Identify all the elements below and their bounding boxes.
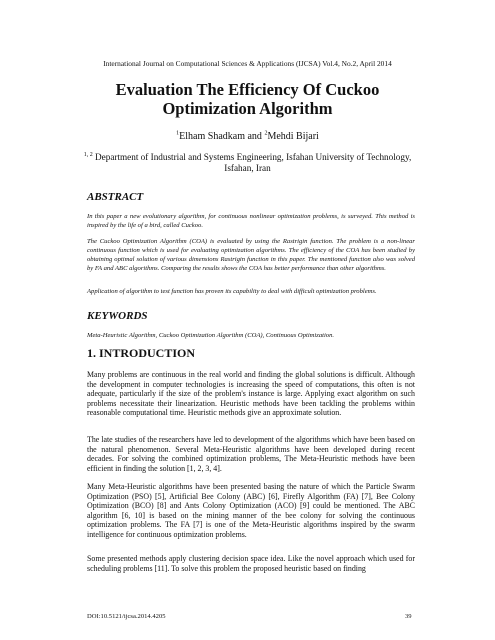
affiliation-text: Department of Industrial and Systems Engineering, Isfahan University of Technology, Isfahan, Iran: [92, 152, 412, 173]
title-line-2: Optimization Algorithm: [162, 99, 333, 118]
introduction-heading: 1. INTRODUCTION: [87, 346, 196, 360]
intro-paragraph-2: The late studies of the researchers have led to development of the algorithms which have been based on the natural phenomenon. Several Meta-Heuristic algorithms have been developed during recent decades. For solving the combined optimization problems, The Meta-Heuristic methods have been efficient in finding the solution [1, 2, 3, 4].: [87, 435, 415, 473]
page-number: 39: [405, 613, 412, 620]
title-line-1: Evaluation The Efficiency Of Cuckoo: [115, 80, 380, 99]
authors: [0, 131, 495, 142]
intro-paragraph-3: Many Meta-Heuristic algorithms have been presented basing the nature of which the Particle Swarm Optimization (PSO) [5], Artificial Bee Colony (ABC) [6], Firefly Algorithm (FA) [7], Bee Colony Optimization (BCO) [8] and Ants Colony Optimization (ACO) [9] could be mentioned. The ABC algorithm [6, 10] is based on the mining manner of the bee colony for solving the continuous optimization problems. The FA [7] is one of the Meta-Heuristic algorithms inspired by the swarm intelligence for continuous optimization problems.: [87, 482, 415, 539]
author1-sup: 1: [176, 130, 180, 137]
author2-sup: 2: [264, 130, 268, 137]
abstract-paragraph-1: In this paper a new evolutionary algorithm, for continuous nonlinear optimization problems, is surveyed. This method is inspired by the life of a bird, called Cuckoo.: [87, 213, 415, 230]
affiliation-sup: 1, 2: [83, 151, 93, 158]
abstract-paragraph-3: Application of algorithm to test function has proven its capability to deal with difficult optimization problems.: [87, 288, 377, 295]
keywords-text: Meta-Heuristic Algorithm, Cuckoo Optimization Algorithm (COA), Continuous Optimization.: [87, 332, 335, 339]
intro-paragraph-4: Some presented methods apply clustering decision space idea. Like the novel approach which used for scheduling problems [11]. To solve this problem the proposed heuristic based on finding: [87, 554, 415, 573]
author-2: Mehdi Bijari: [267, 131, 319, 142]
doi-footer: DOI:10.5121/ijcsa.2014.4205: [87, 613, 166, 620]
keywords-heading: KEYWORDS: [87, 310, 148, 322]
author-1: Elham Shadkam and: [179, 131, 265, 142]
journal-header: International Journal on Computational Sciences & Applications (IJCSA) Vol.4, No.2, April 2014: [103, 59, 392, 68]
paper-title: [60, 80, 435, 118]
abstract-heading: ABSTRACT: [87, 191, 144, 203]
intro-paragraph-1: Many problems are continuous in the real world and finding the global solutions is difficult. Although the development in computer technologies is increasing the speed of computations, this often is not adequate, particularly if the size of the problem's instance is large. Applying exact algorithm on such problems necessitate their linearization. Heuristic methods have been tackling the problems within reasonable computational time. Heuristic methods give an approximate solution.: [87, 370, 415, 418]
abstract-paragraph-2: The Cuckoo Optimization Algorithm (COA) is evaluated by using the Rastrigin function. The problem is a non-linear continuous function which is used for evaluating optimization algorithms. The efficiency of the COA has been studied by obtaining optimal solution of various dimensions Rastrigin function in this paper. The mentioned function also was solved by FA and ABC algorithms. Comparing the results shows the COA has better performance than other algorithms.: [87, 238, 415, 273]
affiliation: [70, 152, 425, 174]
